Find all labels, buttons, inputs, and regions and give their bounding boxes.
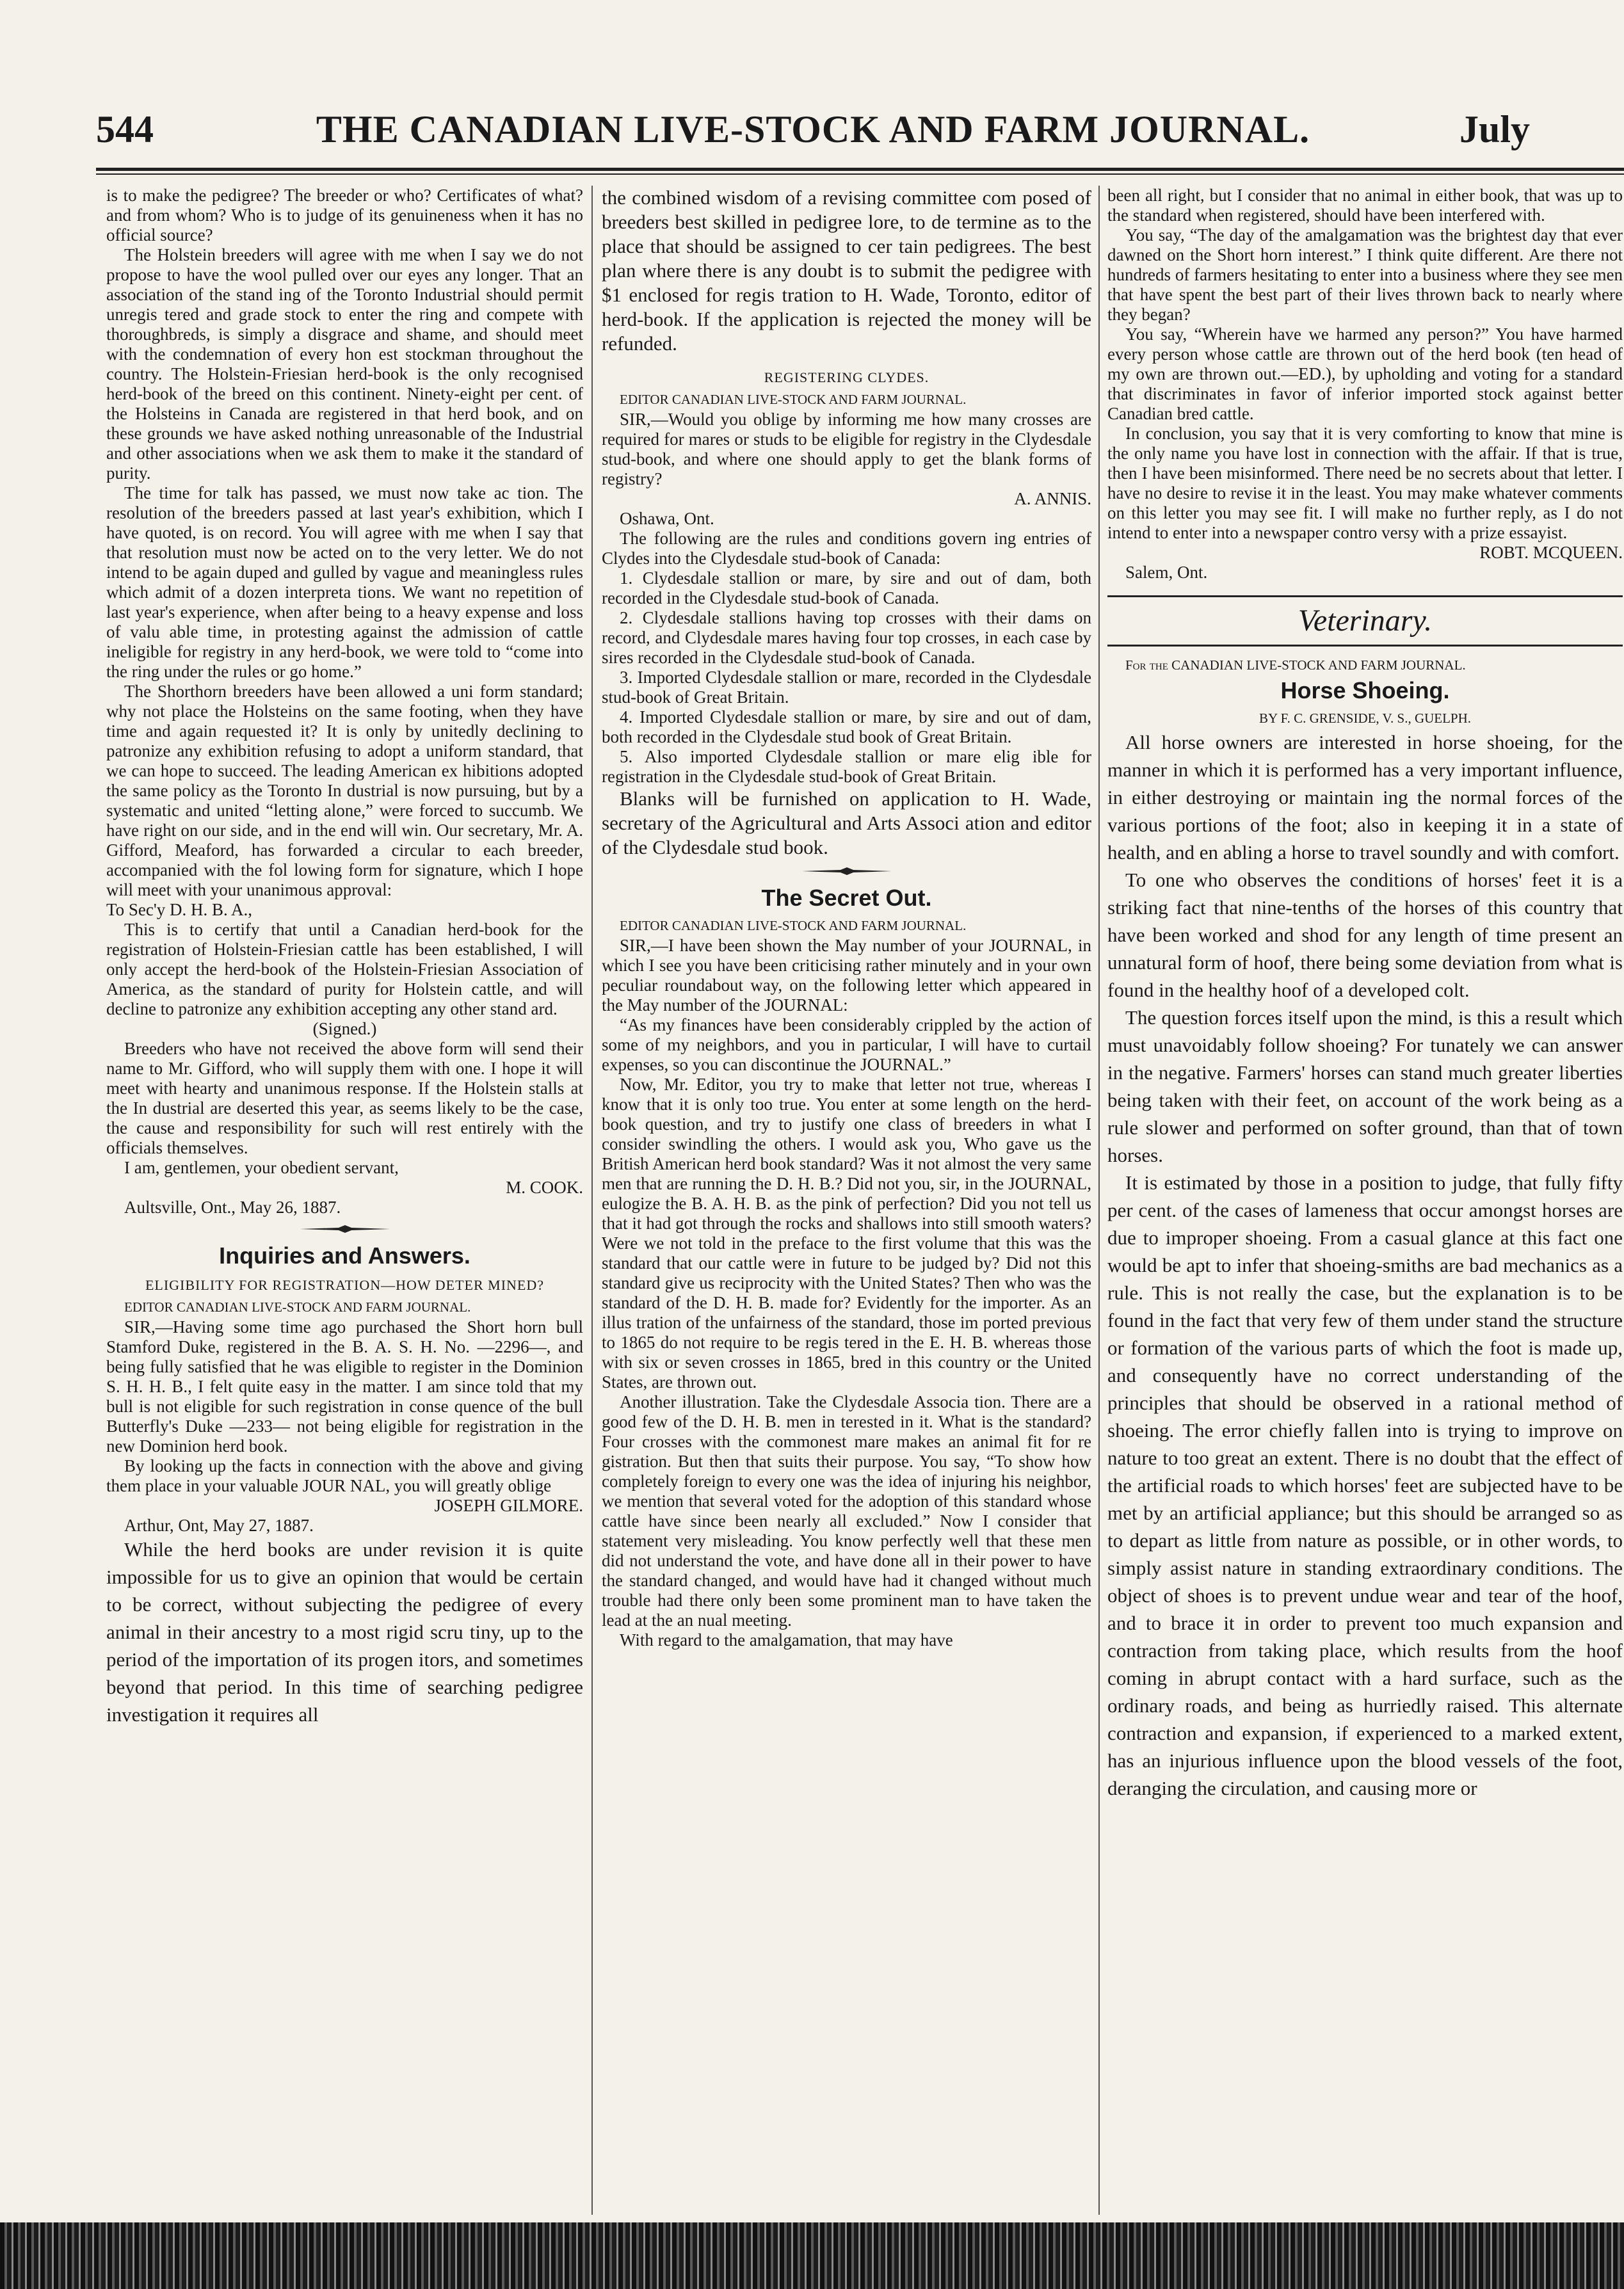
scan-edge-band — [0, 2222, 1624, 2289]
paragraph: SIR,—Having some time ago purchased the Short horn bull Stamford Duke, registered in the B. A. S. H. No. —2296—, and being fully satisfied that he was eligible to register in the Dominion S. H. H. B., I felt quite easy in the matter. I am since told that my bull is not eligible for such registration in conse quence of the bull Butterfly's Duke —233— not being eligible for registration in the new Dominion herd book. — [106, 1317, 583, 1456]
page-number: 544 — [96, 108, 154, 150]
editor-address: EDITOR CANADIAN LIVE-STOCK AND FARM JOURNAL. — [620, 392, 967, 407]
rule-item: 1. Clydesdale stallion or mare, by sire and out of dam, both recorded in the Clydesdale stud-book of Canada. — [602, 568, 1091, 607]
section-title-secret-out: The Secret Out. — [761, 885, 932, 911]
journal-title: THE CANADIAN LIVE-STOCK AND FARM JOURNAL. — [316, 108, 1310, 150]
paragraph: By looking up the facts in connection with the above and giving them place in your valuable JOUR NAL, you will greatly oblige — [106, 1456, 583, 1495]
paragraph: You say, “Wherein have we harmed any person?” You have harmed every person whose cattle are thrown out of the herd book (ten head of my own are thrown out.—ED.), by upholding and voting for a standard that discriminates in favor of inferior imported stock against better Canadian bred cattle. — [1107, 325, 1623, 423]
signed-line: (Signed.) — [312, 1019, 377, 1038]
paragraph: Another illustration. Take the Clydesdale Associa tion. There are a good few of the D. H. B. men in terested in it. What is the standard? Four crosses with the commonest mare makes an animal fit for re gistration. But then that suits their purpose. You say, “To show how completely foreign to every one was the idea of injuring his neighbor, we mention that several voted for the adoption of this standard whose cattle have since been nearly all excluded.” Now I consider that statement very misleading. You know perfectly well that these men did not understand the vote, and have done all in their power to have the standard changed, and would have had it changed without much trouble had there only been some prominent man to have taken the lead at the an nual meeting. — [602, 1392, 1091, 1630]
author-signature: JOSEPH GILMORE. — [434, 1496, 583, 1515]
page-header — [96, 108, 1530, 160]
editor-address: EDITOR CANADIAN LIVE-STOCK AND FARM JOURNAL. — [620, 918, 967, 933]
subsection-title: REGISTERING CLYDES. — [764, 369, 929, 385]
department-title-veterinary: Veterinary. — [1107, 595, 1623, 647]
article-title-horse-shoeing: Horse Shoeing. — [1280, 677, 1450, 703]
salutation: To Sec'y D. H. B. A., — [106, 900, 252, 919]
author-signature: M. COOK. — [506, 1178, 583, 1197]
author-signature: A. ANNIS. — [1014, 489, 1091, 508]
column-2 — [602, 186, 1091, 2221]
certificate-text: This is to certify that until a Canadian herd-book for the registration of Holstein-Friesian cattle has been established, I will only accept the herd-book of the Holstein-Friesian Association of America, as the standard of purity for Holstein cattle, and will decline to patronize any exhibition accepting any other stand ard. — [106, 920, 583, 1018]
column-3 — [1107, 186, 1623, 2221]
place-date: Arthur, Ont, May 27, 1887. — [124, 1516, 314, 1535]
subsection-title: ELIGIBILITY FOR REGISTRATION—HOW DETER MINED? — [145, 1277, 545, 1293]
paragraph: Breeders who have not received the above form will send their name to Mr. Gifford, who will supply them with one. I hope it will meet with hearty and unanimous response. If the Holstein stalls at the In dustrial are deserted this year, as seems likely to be the case, the cause and responsibility for such will rest entirely with the officials themselves. — [106, 1039, 583, 1157]
paragraph: In conclusion, you say that it is very comforting to know that mine is the only name you have lost in connection with the affair. If that is true, then I have been misinformed. There need be no secrets about that letter. I have no desire to revise it in the least. You may make whatever comments on this letter you may see fit. I will make no further reply, as I do not intend to enter into a newspaper contro versy with a prize essayist. — [1107, 424, 1623, 542]
section-title-inquiries: Inquiries and Answers. — [219, 1242, 470, 1269]
header-rule-thin — [96, 173, 1624, 175]
section-ornament — [802, 867, 892, 875]
closing-line: I am, gentlemen, your obedient servant, — [124, 1158, 399, 1177]
column-1 — [106, 186, 583, 2221]
rule-item: 5. Also imported Clydesdale stallion or mare elig ible for registration in the Clydesdale stud-book of Great Britain. — [602, 747, 1091, 786]
paragraph: The question forces itself upon the mind, is this a result which must unavoidably follow shoeing? For tunately we can answer in the negative. Farmers' horses can stand much greater liberties being taken with their feet, on account of the work being as a rule slower and performed on softer ground, than that of town horses. — [1107, 1006, 1623, 1166]
paragraph: SIR,—Would you oblige by informing me how many crosses are required for mares or studs to be eligible for registry in the Clydesdale stud-book, and where one should apply to get the blank forms of registry? — [602, 410, 1091, 488]
rule-item: 2. Clydesdale stallions having top crosses with their dams on record, and Clydesdale mares having four top crosses, in each case by sires recorded in the Clydesdale stud-book of Canada. — [602, 608, 1091, 667]
paragraph: You say, “The day of the amalgamation was the brightest day that ever dawned on the Short horn interest.” I think quite different. Are there not hundreds of farmers hesitating to enter into a business where they see men that have spent the best part of their lives thrown back to nearly where they began? — [1107, 225, 1623, 324]
paragraph: The Holstein breeders will agree with me when I say we do not propose to have the wool pulled over our eyes any longer. That an association of the stand ing of the Toronto Industrial should permit unregis tered and grade stock to enter the ring and compete with thoroughbreds, is simply a disgrace and shame, and should meet with the condemnation of every hon est stockman throughout the country. The Holstein-Friesian herd-book is the only recognised herd-book of the breed on this continent. Ninety-eight per cent. of the Holsteins in Canada are registered in that herd book, and on these grounds we have asked nothing unreasonable of the Industrial and other associations when we ask them to make it the standard of purity. — [106, 245, 583, 483]
article-byline: BY F. C. GRENSIDE, V. S., GUELPH. — [1258, 711, 1472, 726]
author-signature: ROBT. MCQUEEN. — [1479, 543, 1623, 562]
paragraph: Blanks will be furnished on application to H. Wade, secretary of the Agricultural and Arts Associ ation and editor of the Clydesdale stud book. — [602, 787, 1091, 858]
paragraph: With regard to the amalgamation, that may have — [620, 1630, 953, 1650]
paragraph: SIR,—I have been shown the May number of your JOURNAL, in which I see you have been criticising rather minutely and in your own peculiar roundabout way, on the following letter which appeared in the May number of the JOURNAL: — [602, 936, 1091, 1015]
place-date: Aultsville, Ont., May 26, 1887. — [124, 1198, 341, 1217]
paragraph: To one who observes the conditions of horses' feet it is a striking fact that nine-tenths of the horses of this country that have been worked and shod for any length of time present an unnatural form of hoof, there being some deviation from what is found in the healthy hoof of a developed colt. — [1107, 869, 1623, 1001]
paragraph: It is estimated by those in a position to judge, that fully fifty per cent. of the cases of lameness that occur amongst horses are due to improper shoeing. From a casual glance at this fact one would be apt to infer that shoeing-smiths are bad mechanics as a rule. This is not really the case, but the explanation is to be found in the fact that very few of them under stand the structure or formation of the various parts of which the foot is made up, and consequently have no correct understanding of the principles that should be observed in a rational method of shoeing. The error chiefly fallen into is trying to improve on nature to too great an extent. There is no doubt that the effect of the artificial roads to which horses' feet are subjected have to be met by an artificial appliance; but this should be arranged so as to depart as little from nature as possible, or in other words, to simply assist nature in standing extraordinary conditions. The object of shoes is to prevent undue wear and tear of the hoof, and to brace it in order to prevent too much expansion and contraction from taking place, which results from the hoof coming in abrupt contact with a hard surface, such as the ordinary roads, and being as hurriedly raised. This alternate contraction and expansion, if experienced to a marked extent, has an injurious influence upon the blood vessels of the foot, deranging the circulation, and causing more or — [1107, 1171, 1623, 1799]
paragraph: been all right, but I consider that no animal in either book, that was up to the standard when registered, should have been interfered with. — [1107, 186, 1623, 225]
column-divider — [591, 186, 593, 2215]
section-ornament — [300, 1225, 390, 1233]
editor-reply-continued: the combined wisdom of a revising committee com posed of breeders best skilled in pedigree lore, to de termine as to the place that should be assigned to cer tain pedigrees. The best plan where there is any doubt is to submit the pedigree with $1 enclosed for regis tration to H. Wade, Toronto, editor of herd-book. If the application is rejected the money will be refunded. — [602, 186, 1091, 355]
quoted-letter: “As my finances have been considerably crippled by the action of some of my neighbors, and you in particular, I will have to curtail expenses, so you can discontinue the JOURNAL.” — [602, 1015, 1091, 1074]
rule-item: 3. Imported Clydesdale stallion or mare, recorded in the Clydesdale stud-book of Great Britain. — [602, 668, 1091, 707]
paragraph: All horse owners are interested in horse shoeing, for the manner in which it is performed has a very important influence, in either destroying or maintain ing the normal forces of the various portions of the foot; also in keeping it in a state of health, and en abling a horse to travel soundly and with comfort. — [1107, 731, 1623, 863]
editor-address: EDITOR CANADIAN LIVE-STOCK AND FARM JOURNAL. — [124, 1299, 471, 1315]
rule-item: 4. Imported Clydesdale stallion or mare, by sire and out of dam, both recorded in the Clydesdale stud book of Great Britain. — [602, 707, 1091, 746]
paragraph: Now, Mr. Editor, you try to make that letter not true, whereas I know that it is only too true. You enter at some length on the herd-book question, and try to justify one class of breeders in what I consider swindling the others. I would ask you, Who gave us the British American herd book standard? Was it not almost the very same men that are running the D. H. B.? Did not you, sir, in the JOURNAL, eulogize the B. A. H. B. as the pink of perfection? Did you not tell us that it had got through the rocks and shallows into still smooth waters? Were we not told in the preface to the first volume that this was the standard that our cattle were in future to be judged by? Did not this standard give us reciprocity with the United States? Then who was the standard of the D. H. B. made for? Evidently for the importer. As an illus tration of the unfairness of the standard, those im ported previous to 1865 do not require to be regis tered in the E. H. B. whereas those with six or seven crosses in 1865, bred in this country or the United States, are thrown out. — [602, 1075, 1091, 1392]
article-source: For the CANADIAN LIVE-STOCK AND FARM JOURNAL. — [1125, 657, 1466, 673]
place: Oshawa, Ont. — [620, 509, 714, 528]
paragraph: The Shorthorn breeders have been allowed a uni form standard; why not place the Holsteins on the same footing, when they have time and again requested it? It is only by unitedly declining to patronize any exhibition refusing to adopt a uniform standard, that we can hope to succeed. The leading American ex hibitions adopted the same policy as the Toronto In dustrial is now pursuing, but by a systematic and united “letting alone,” were forced to succumb. We have right on our side, and in the end will win. Our secretary, Mr. A. Gifford, Meaford, has forwarded a circular to each breeder, accompanied with the fol lowing form for signature, which I hope will meet with your unanimous approval: — [106, 682, 583, 899]
column-divider — [1098, 186, 1100, 2215]
paragraph: The following are the rules and conditions govern ing entries of Clydes into the Clydesdale stud-book of Canada: — [602, 529, 1091, 568]
issue-month: July — [1459, 108, 1530, 150]
editor-reply: While the herd books are under revision it is quite impossible for us to give an opinion that would be certain to be correct, without subjecting the pedigree of every animal in their ancestry to a most rigid scru tiny, up to the period of the importation of its progen itors, and sometimes beyond that period. In this time of searching pedigree investigation it requires all — [106, 1538, 583, 1726]
header-rule — [96, 168, 1624, 171]
paragraph: is to make the pedigree? The breeder or who? Certificates of what? and from whom? Who is to judge of its genuineness when it has no official source? — [106, 186, 583, 245]
paragraph: The time for talk has passed, we must now take ac tion. The resolution of the breeders passed at last year's exhibition, which I have quoted, is on record. You will agree with me when I say that that resolution must now be acted on to the very letter. We do not intend to be again duped and gulled by vague and meaningless rules which admit of a dozen interpreta tions. We want no repetition of last year's experience, when after being to a heavy expense and loss of valu able time, in protesting against the admission of cattle ineligible for registry in any herd-book, we were told to “come into the ring under the rules or go home.” — [106, 483, 583, 681]
place: Salem, Ont. — [1125, 563, 1208, 582]
